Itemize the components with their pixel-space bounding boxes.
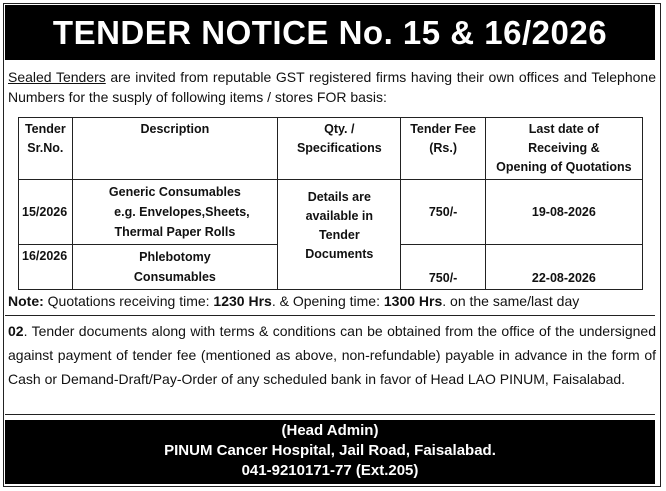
divider (5, 315, 655, 316)
para-text: . Tender documents along with terms & conditions can be obtained from the office of the undersigned against payment of tender fee (mentioned as above, non-refundable) payable in advance in the form of Cash or Demand-Draft/Pay-Order of any scheduled bank in favor of Head LAO PINUM, Faisalabad. (8, 323, 656, 387)
header-date-line2: Receiving & (528, 141, 600, 155)
note-time-receiving: 1230 (213, 293, 245, 309)
row2-description (72, 245, 278, 290)
qty-details (278, 180, 401, 290)
header-date-line1: Last date of (528, 122, 599, 136)
notice-title: TENDER NOTICE No. 15 & 16/2026 (52, 13, 608, 51)
footer-address: PINUM Cancer Hospital, Jail Road, Faisalabad. (164, 442, 496, 459)
row2-desc-line1: Phlebotomy (139, 250, 211, 264)
note-text-2: . & Opening time: (271, 293, 384, 309)
row1-description (72, 180, 278, 245)
row1-desc-line2: e.g. Envelopes,Sheets, (114, 205, 250, 219)
header-description (72, 118, 278, 180)
row1-date: 19-08-2026 (485, 180, 642, 245)
table-header-row (19, 118, 643, 180)
qty-line1: Details are (307, 189, 371, 204)
header-date (485, 118, 642, 180)
terms-paragraph (8, 319, 656, 391)
note-line (8, 293, 658, 309)
tender-table (18, 117, 643, 290)
row1-fee: 750/- (401, 180, 485, 245)
note-hrs-2: Hrs (415, 293, 443, 309)
footer-phone: 041-9210171-77 (Ext.205) (241, 462, 419, 479)
header-fee-line1: Tender Fee (410, 122, 476, 136)
row2-fee: 750/- (401, 245, 485, 290)
header-fee (401, 118, 485, 180)
qty-line4: Documents (305, 246, 374, 261)
row1-desc-line3: Thermal Paper Rolls (114, 225, 236, 239)
footer-designation: (Head Admin) (281, 422, 379, 439)
note-time-opening: 1300 (383, 293, 416, 309)
header-qty-line2: Specifications (296, 141, 382, 155)
footer-banner (5, 420, 655, 484)
header-sr-line1: Tender (24, 122, 66, 136)
header-qty-line1: Qty. / (324, 122, 355, 136)
qty-line2: available in (305, 208, 374, 223)
header-sr (19, 118, 73, 180)
row1-desc-line1: Generic Consumables (108, 185, 241, 199)
header-description-text: Description (140, 122, 210, 136)
note-text-1: Quotations receiving time: (43, 293, 214, 309)
note-text-3: . on the same/last day (442, 293, 580, 309)
header-qty (278, 118, 401, 180)
divider (5, 414, 655, 415)
table-row (19, 180, 643, 245)
para-number: 02 (8, 323, 24, 339)
intro-lead: Sealed Tenders (8, 69, 106, 85)
row2-sr: 16/2026 (19, 245, 73, 290)
note-hrs-1: Hrs (244, 293, 272, 309)
note-label: Note: (8, 293, 44, 309)
header-fee-line2: (Rs.) (429, 141, 457, 155)
row1-sr: 15/2026 (19, 180, 73, 245)
row2-desc-line2: Consumables (133, 270, 216, 284)
qty-line3: Tender (318, 227, 360, 242)
row2-date: 22-08-2026 (485, 245, 642, 290)
header-date-line3: Opening of Quotations (496, 160, 632, 174)
title-banner (5, 5, 655, 60)
intro-text: are invited from reputable GST registered firms having their own offices and Telephone Numbers for the susply of following items / stores FOR basis: (8, 69, 656, 105)
intro-paragraph (8, 67, 656, 107)
header-sr-line2: Sr.No. (27, 141, 64, 155)
